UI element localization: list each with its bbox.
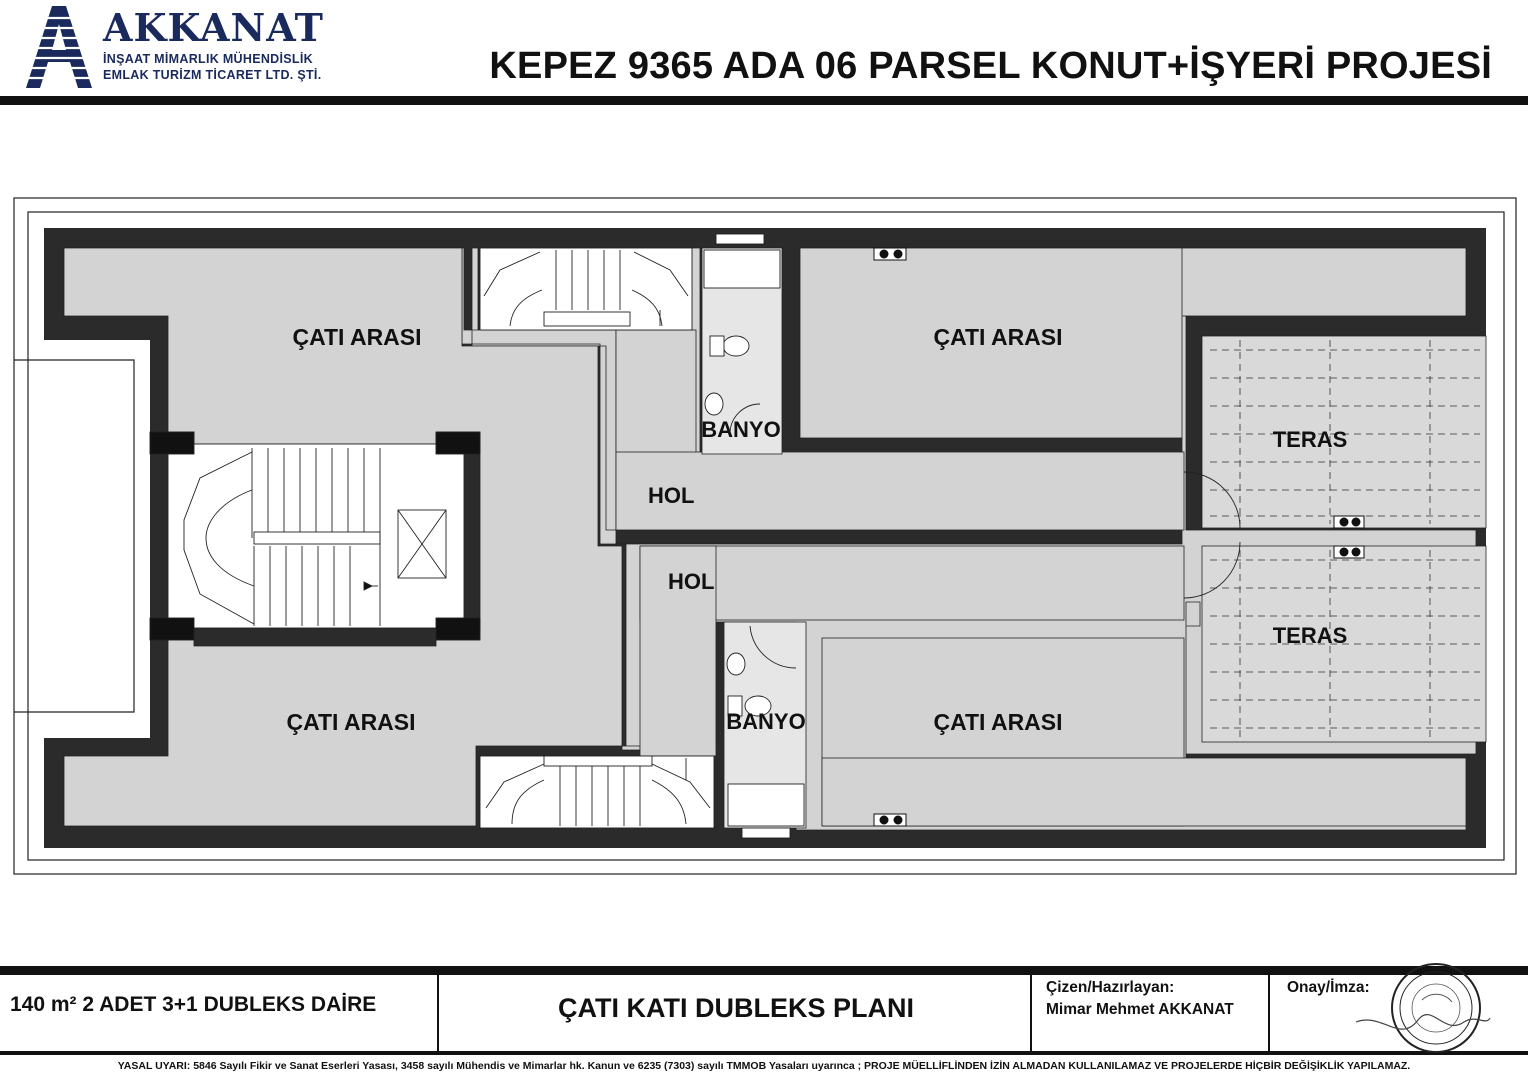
title-block-bottom-rule <box>0 1051 1528 1055</box>
main-stairwell <box>150 432 480 640</box>
lower-stair <box>480 756 714 828</box>
room-label-banyo-top: BANYO <box>701 417 781 442</box>
company-line-1: İNŞAAT MİMARLIK MÜHENDİSLİK <box>103 52 313 66</box>
approval-label: Onay/İmza: <box>1287 979 1370 996</box>
room-label-teras-top: TERAS <box>1272 427 1348 452</box>
architect-seal-signature-icon <box>1352 962 1494 1058</box>
room-label-cati-arasi-top-left: ÇATI ARASI <box>292 324 422 350</box>
title-block-divider-3 <box>1268 975 1270 1053</box>
room-label-banyo-bottom: BANYO <box>726 709 806 734</box>
room-label-hol-bottom: HOL <box>668 569 715 594</box>
upper-stair <box>480 248 692 330</box>
legal-warning: YASAL UYARI: 5846 Sayılı Fikir ve Sanat Eserleri Yasası, 3458 sayılı Mühendis ve Mimarlar hk. Kanun ve 6235 (7303) sayılı TMMOB Yasaları uyarınca ; PROJE MÜELLİFLİNDEN İZİN ALMADAN KULLANILAMAZ VE PROJELERDE HİÇBİR DEĞİŞİKLİK YAPILAMAZ. <box>117 1060 1411 1072</box>
project-title: KEPEZ 9365 ADA 06 PARSEL KONUT+İŞYERİ PROJESİ <box>489 45 1492 87</box>
drawn-by-name: Mimar Mehmet AKKANAT <box>1046 1001 1234 1018</box>
roof-floor-plan <box>0 190 1528 890</box>
room-label-hol-top: HOL <box>648 483 695 508</box>
company-line-2: EMLAK TURİZM TİCARET LTD. ŞTİ. <box>103 68 322 82</box>
header-divider <box>0 96 1528 105</box>
company-name: AKKANAT <box>103 5 324 50</box>
title-block-top-rule <box>0 966 1528 975</box>
unit-area-summary: 140 m² 2 ADET 3+1 DUBLEKS DAİRE <box>10 993 377 1016</box>
room-label-cati-arasi-bottom-left: ÇATI ARASI <box>286 709 416 735</box>
drawn-by-label: Çizen/Hazırlayan: <box>1046 979 1175 996</box>
room-label-teras-bottom: TERAS <box>1272 623 1348 648</box>
room-label-cati-arasi-bottom-right: ÇATI ARASI <box>933 709 1063 735</box>
room-label-cati-arasi-top-right: ÇATI ARASI <box>933 324 1063 350</box>
title-block-divider-1 <box>437 975 439 1053</box>
company-logo-icon <box>22 4 94 90</box>
drawing-title: ÇATI KATI DUBLEKS PLANI <box>558 993 914 1023</box>
